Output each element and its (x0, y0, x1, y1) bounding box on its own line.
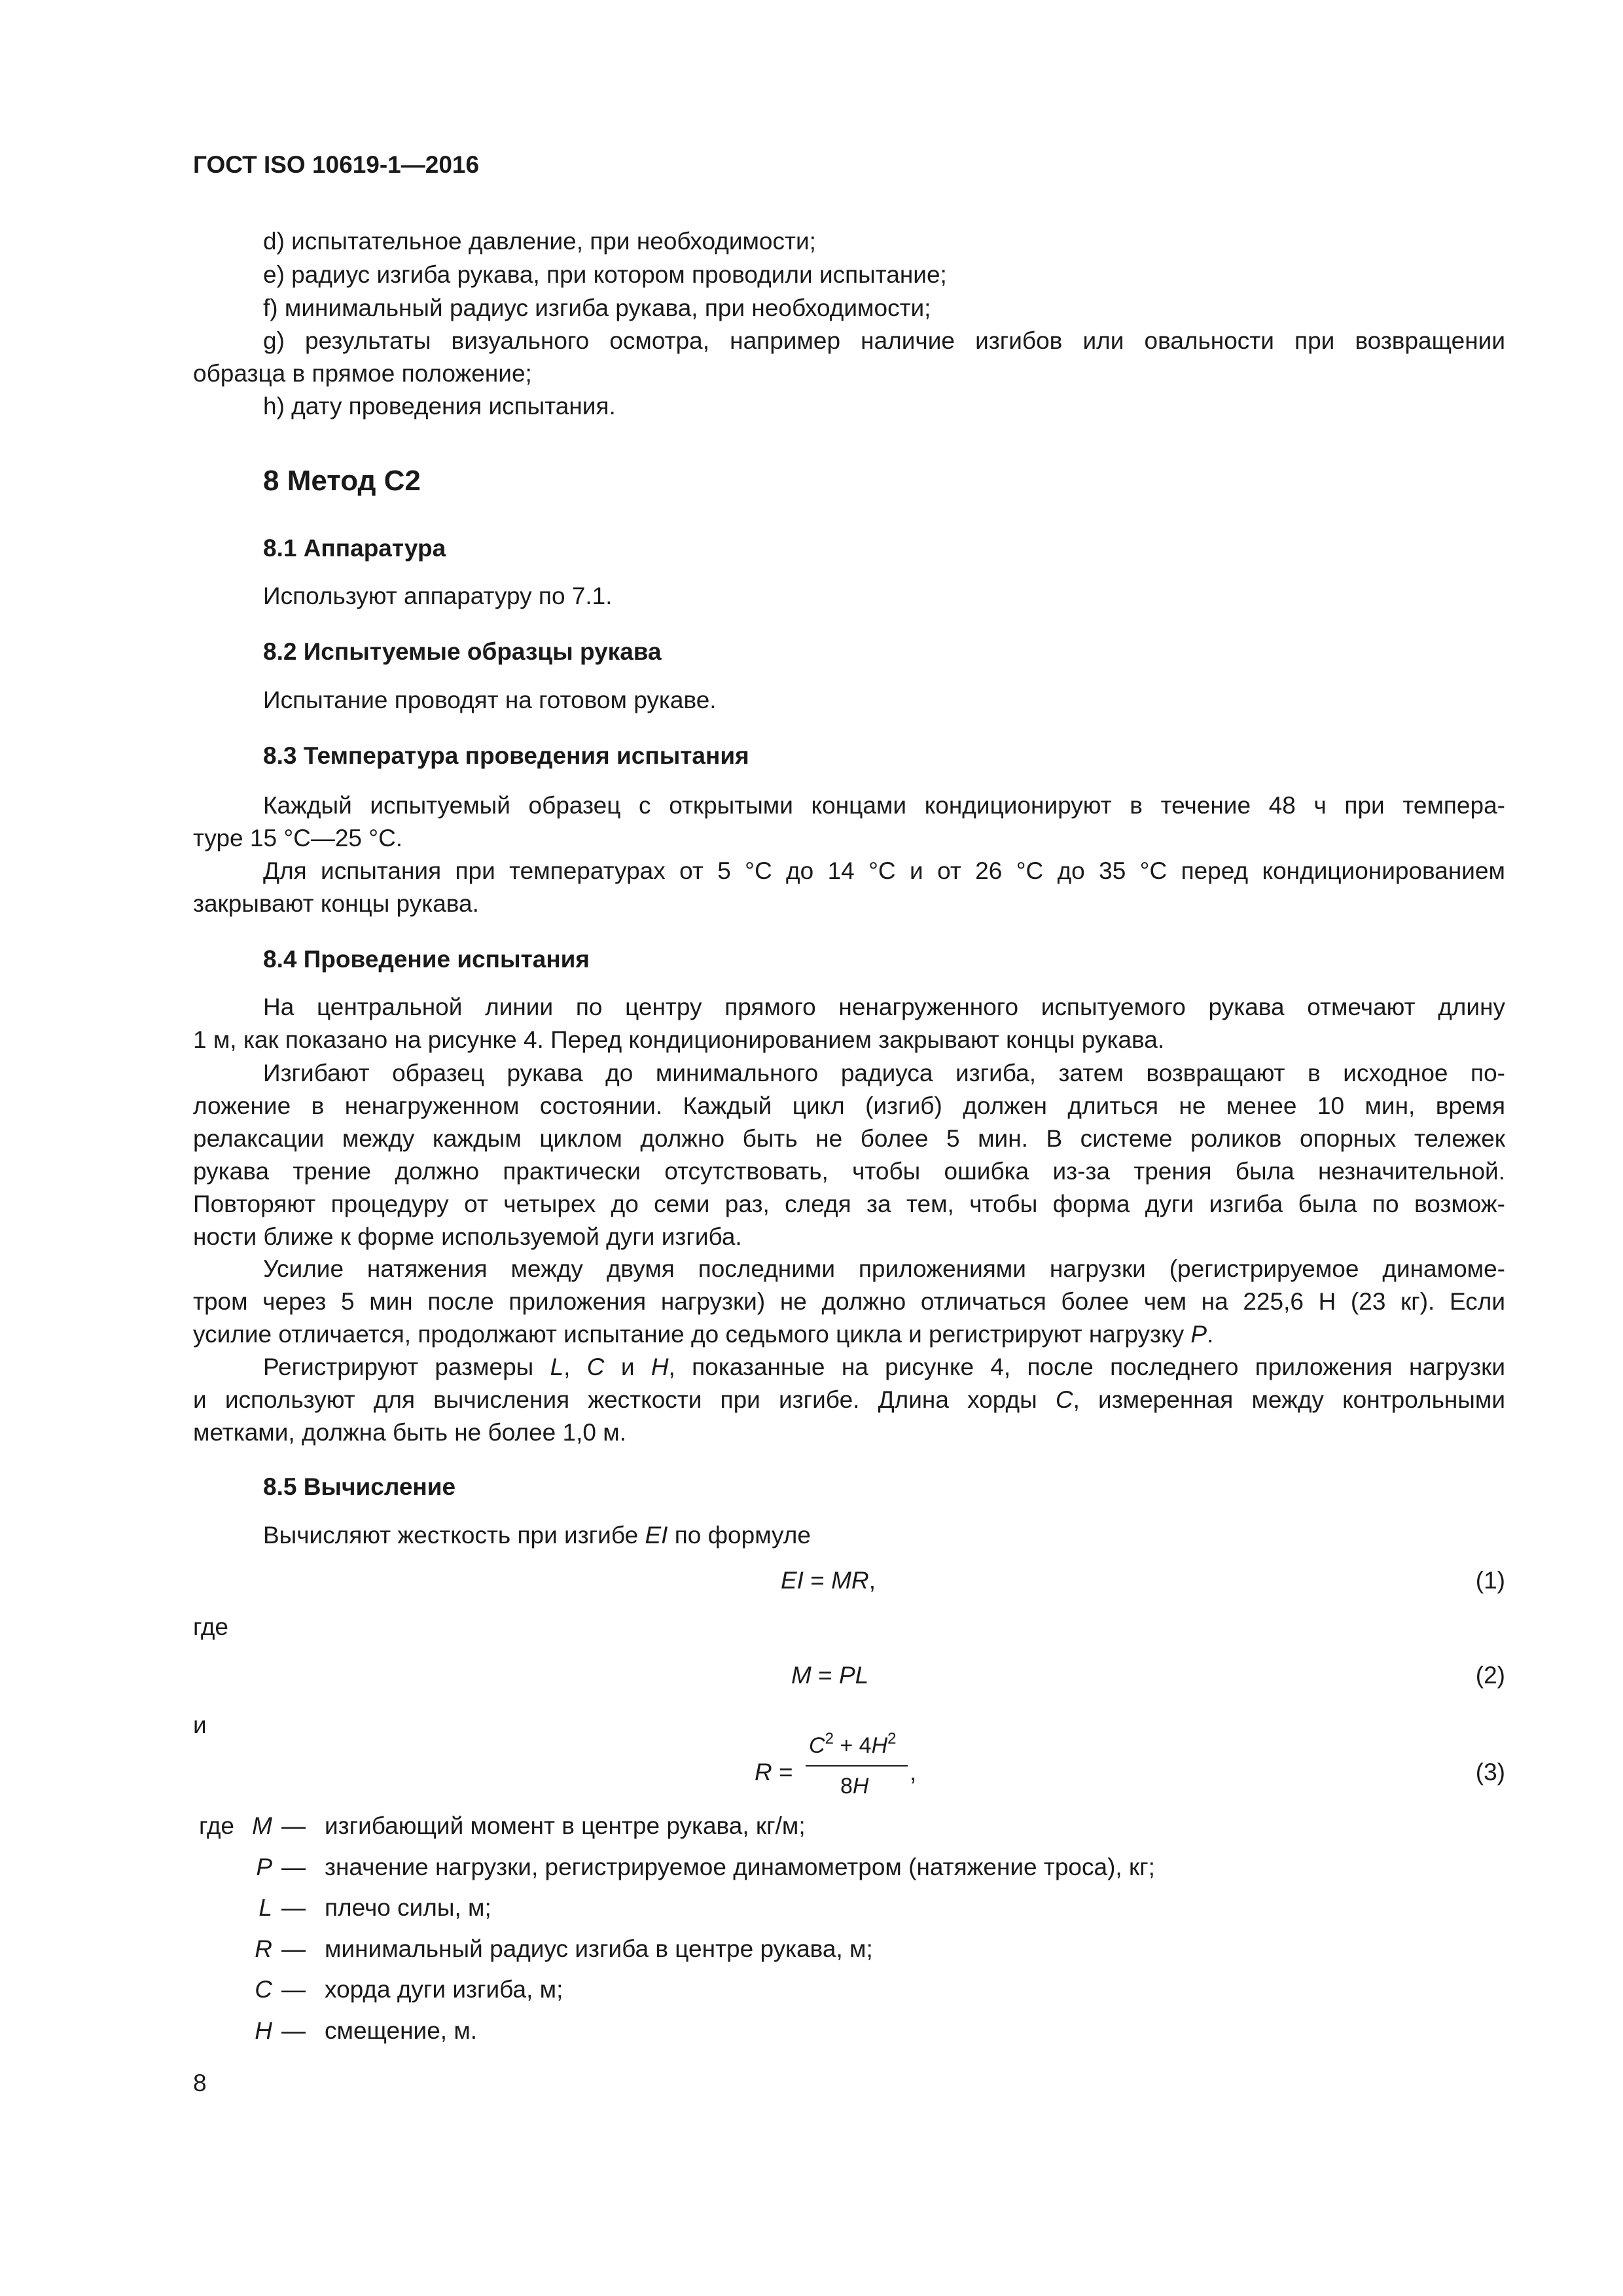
equation-symbol: R (755, 1759, 772, 1785)
text-line (193, 1351, 1505, 1384)
equation-number: (3) (1475, 1759, 1505, 1785)
paragraph (193, 1057, 1505, 1253)
equation-punctuation: , (868, 1567, 876, 1594)
text-run: рукава трение должно практически отсутствовать, чтобы ошибка из-за трения была незначительной. (193, 1158, 1505, 1185)
text-run: d) испытательное давление, при необходимости; (263, 228, 816, 255)
text-line (193, 292, 1505, 325)
italic-symbol: H (651, 1354, 669, 1380)
exponent: 2 (825, 1730, 834, 1748)
paragraph (193, 684, 1505, 717)
definition-symbol: H (255, 2017, 272, 2044)
text-line (193, 1253, 1505, 1285)
definition-text: плечо силы, м; (325, 1894, 491, 1921)
equation-number: (1) (1475, 1567, 1505, 1594)
text-line (193, 822, 1505, 855)
text-run: , измеренная между контрольными (1073, 1386, 1505, 1413)
section-heading-8-4: 8.4 Проведение испытания (263, 946, 590, 973)
text-line (193, 1024, 1505, 1056)
list-item-f (193, 292, 1505, 325)
section-heading-8-3: 8.3 Температура проведения испытания (263, 742, 749, 769)
text-run: релаксации между каждым циклом должно быть не более 5 мин. В системе роликов опорных тележек (193, 1125, 1505, 1152)
text-line (193, 1155, 1505, 1188)
text-line (193, 259, 1505, 291)
italic-symbol: С (1055, 1386, 1073, 1413)
equation-3-lhs (755, 1756, 793, 1789)
text-run: Изгибают образец рукава до минимального радиуса изгиба, затем возвращают в исходное по- (263, 1060, 1505, 1086)
text-run: ности ближе к форме используемой дуги изгиба. (193, 1223, 742, 1250)
text-run: f) минимальный радиус изгиба рукава, при необходимости; (263, 295, 931, 321)
definition-symbol: C (255, 1976, 272, 2003)
text-run: Испытание проводят на готовом рукаве. (263, 687, 717, 713)
paragraph (193, 991, 1505, 1056)
fraction-bar (806, 1765, 908, 1767)
text-run: тром через 5 мин после приложения нагрузки) не должно отличаться более чем на 225,6 Н (23 кг). Если (193, 1288, 1505, 1315)
italic-symbol: P (1190, 1321, 1207, 1348)
paragraph (193, 855, 1505, 920)
text-line (193, 225, 1505, 258)
definition-dash: — (281, 1935, 306, 1962)
fraction-numerator (809, 1729, 897, 1762)
equation-punctuation: , (910, 1759, 917, 1785)
section-heading-8-1: 8.1 Аппаратура (263, 535, 446, 562)
italic-symbol: L (550, 1354, 564, 1380)
paragraph (193, 1253, 1505, 1351)
definition-dash: — (281, 1812, 306, 1839)
text-run: усилие отличается, продолжают испытание до седьмого цикла и регистрируют нагрузку (193, 1321, 1191, 1348)
text-run: На центральной линии по центру прямого ненагруженного испытуемого рукава отмечают длину (263, 994, 1505, 1020)
list-item-g (193, 325, 1505, 390)
text-run: образца в прямое положение; (193, 360, 532, 387)
italic-symbol: С (586, 1354, 605, 1380)
list-item-e (193, 259, 1505, 291)
text-run: туре 15 °С—25 °С. (193, 825, 403, 852)
text-line (193, 855, 1505, 888)
equation-operator: = (772, 1759, 793, 1785)
text-run: ложение в ненагруженном состоянии. Каждый цикл (изгиб) должен длиться не менее 10 мин, время (193, 1092, 1505, 1119)
text-line (193, 1188, 1505, 1221)
definition-symbol: R (255, 1935, 272, 1962)
text-line (193, 1221, 1505, 1253)
fraction-denominator (840, 1770, 868, 1803)
equation-2 (791, 1659, 868, 1692)
text-run: Повторяют процедуру от четырех до семи раз, следя за тем, чтобы форма дуги изгиба была по возмож- (193, 1191, 1505, 1217)
italic-symbol: EI (645, 1522, 668, 1549)
connector-word: и (193, 1712, 207, 1738)
text-run: метками, должна быть не более 1,0 м. (193, 1419, 626, 1446)
text-run: Регистрируют размеры (263, 1354, 550, 1380)
text-line (193, 1285, 1505, 1318)
text-run: , (563, 1354, 587, 1380)
text-run: e) радиус изгиба рукава, при котором проводили испытание; (263, 261, 947, 288)
equation-symbol: C (809, 1733, 825, 1758)
definition-symbol: L (259, 1894, 272, 1921)
text-run: Вычисляют жесткость при изгибе (263, 1522, 645, 1549)
equation-operator: + 4 (833, 1733, 872, 1758)
list-item-d (193, 225, 1505, 258)
text-line (193, 357, 1505, 390)
definition-text: значение нагрузки, регистрируемое динамометром (натяжение троса), кг; (325, 1854, 1155, 1880)
equation-1 (781, 1564, 876, 1597)
text-run: Усилие натяжения между двумя последними приложениями нагрузки (регистрируемое динамоме- (263, 1255, 1505, 1282)
definition-symbol: M (252, 1812, 272, 1839)
definitions-prefix: где (199, 1812, 235, 1839)
text-run: Используют аппаратуру по 7.1. (263, 583, 613, 609)
text-line (193, 991, 1505, 1024)
text-run: по формуле (668, 1522, 811, 1549)
text-run: g) результаты визуального осмотра, например наличие изгибов или овальности при возвращении (263, 327, 1505, 354)
exponent: 2 (887, 1730, 897, 1748)
paragraph (193, 580, 1505, 613)
equation-number-literal: 8 (840, 1774, 853, 1799)
text-line (193, 1090, 1505, 1122)
equation-operator: = (811, 1662, 839, 1689)
text-line (193, 789, 1505, 822)
text-line (193, 888, 1505, 920)
equation-symbol: M (791, 1662, 812, 1689)
equation-symbol: PL (839, 1662, 869, 1689)
equation-number: (2) (1475, 1662, 1505, 1689)
connector-word: где (193, 1613, 229, 1640)
definition-text: минимальный радиус изгиба в центре рукава, м; (325, 1935, 873, 1962)
paragraph (193, 789, 1505, 855)
definition-dash: — (281, 1894, 306, 1921)
text-line (193, 1519, 1505, 1552)
section-heading-8-5: 8.5 Вычисление (263, 1473, 456, 1500)
paragraph (193, 1351, 1505, 1449)
section-heading-8: 8 Метод С2 (263, 465, 421, 497)
section-heading-8-2: 8.2 Испытуемые образцы рукава (263, 638, 662, 665)
equation-symbol: MR (831, 1567, 869, 1594)
text-run: и (604, 1354, 651, 1380)
text-line (193, 1416, 1505, 1449)
document-header: ГОСТ ISO 10619-1—2016 (193, 151, 480, 178)
text-line (193, 580, 1505, 613)
text-run: . (1207, 1321, 1214, 1348)
text-run: Каждый испытуемый образец с открытыми концами кондиционируют в течение 48 ч при темпера- (263, 792, 1505, 819)
equation-symbol: H (871, 1733, 888, 1758)
definition-dash: — (281, 1976, 306, 2003)
definition-symbol: P (256, 1854, 272, 1880)
definition-dash: — (281, 1854, 306, 1880)
equation-operator: = (803, 1567, 832, 1594)
text-run: Для испытания при температурах от 5 °С до 14 °С и от 26 °С до 35 °С перед кондиционированием (263, 857, 1505, 884)
text-line (193, 1384, 1505, 1416)
definition-text: изгибающий момент в центре рукава, кг/м; (325, 1812, 806, 1839)
equation-symbol: H (852, 1774, 869, 1799)
text-run: h) дату проведения испытания. (263, 393, 616, 420)
list-item-h (193, 390, 1505, 423)
text-run: 1 м, как показано на рисунке 4. Перед кондиционированием закрывают концы рукава. (193, 1026, 1165, 1053)
text-line (193, 1318, 1505, 1351)
text-line (193, 1057, 1505, 1090)
paragraph (193, 1519, 1505, 1552)
definition-text: смещение, м. (325, 2017, 478, 2044)
equation-symbol: EI (781, 1567, 804, 1594)
text-run: и используют для вычисления жесткости при изгибе. Длина хорды (193, 1386, 1056, 1413)
definition-dash: — (281, 2017, 306, 2044)
page-number: 8 (193, 2070, 207, 2096)
text-line (193, 390, 1505, 423)
text-run: закрывают концы рукава. (193, 890, 479, 917)
text-line (193, 1122, 1505, 1155)
text-line (193, 325, 1505, 357)
text-run: , показанные на рисунке 4, после последнего приложения нагрузки (668, 1354, 1505, 1380)
text-line (193, 684, 1505, 717)
definition-text: хорда дуги изгиба, м; (325, 1976, 563, 2003)
